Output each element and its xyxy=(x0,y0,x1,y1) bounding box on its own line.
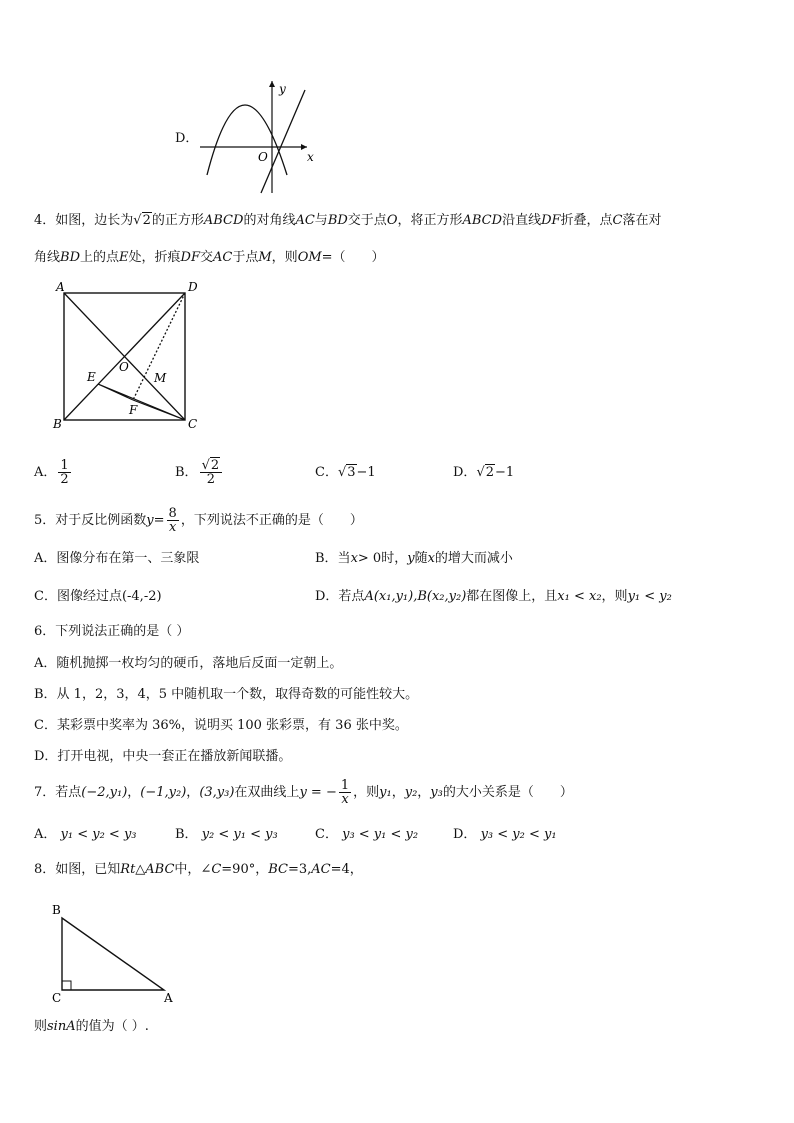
straight-line xyxy=(261,90,305,193)
q4-option-d: D．√2−1 xyxy=(453,465,515,480)
q6-stem: 6．下列说法正确的是（ ） xyxy=(34,624,190,639)
q4-option-a: A． $\frac{1}{2}$ xyxy=(34,458,69,487)
segment-ef xyxy=(98,384,133,400)
label-c: C xyxy=(188,417,198,431)
q4-option-b: B． $\frac{√2}{2}$ xyxy=(175,454,224,492)
origin-label: O xyxy=(258,150,268,164)
label-c: C xyxy=(52,991,62,1005)
q4-stem-line2: 角线BD上的点E处，折痕DF交AC于点M，则OM=（ ） xyxy=(34,250,385,265)
triangle-abc xyxy=(62,918,164,990)
parabola xyxy=(207,105,287,175)
label-b: B xyxy=(52,903,61,917)
label-m: M xyxy=(154,371,167,385)
q6-option-a: A．随机抛掷一枚均匀的硬币，落地后反面一定朝上。 xyxy=(34,656,343,671)
label-b: B xyxy=(53,417,62,431)
q3-graph xyxy=(195,75,325,195)
q7-stem: 7．若点(−2,y₁)，(−1,y₂)，(3,y₃)在双曲线上y = − $\frac{1}{x}$ ，则y₁，y₂，y₃的大小关系是（ ） xyxy=(34,778,573,807)
q5-stem: 5．对于反比例函数y= $\frac{8}{x}$ ，下列说法不正确的是（ ） xyxy=(34,506,363,535)
q7-option-a: A． y₁ < y₂ < y₃ xyxy=(34,827,137,842)
q8-stem: 8．如图，已知Rt△ABC中，∠C=90°，BC=3,AC=4， xyxy=(34,862,363,877)
q4-stem-line1: 4．如图，边长为√2的正方形ABCD的对角线AC与BD交于点O，将正方形ABCD沿直线DF折叠，点C落在对 xyxy=(34,213,662,228)
q7-option-d: D． y₃ < y₂ < y₁ xyxy=(453,827,557,842)
label-a: A xyxy=(56,280,65,294)
q5-option-c: C．图像经过点(-4,-2) xyxy=(34,589,162,604)
q8-ask: 则sinA的值为（ ）. xyxy=(34,1019,149,1034)
label-e: E xyxy=(87,370,96,384)
q8-triangle-figure xyxy=(42,898,192,1008)
label-f: F xyxy=(129,403,138,417)
q7-option-c: C． y₃ < y₁ < y₂ xyxy=(315,827,419,842)
q6-option-d: D．打开电视，中央一套正在播放新闻联播。 xyxy=(34,749,292,764)
q4-square-figure xyxy=(45,278,215,433)
q7-option-b: B． y₂ < y₁ < y₃ xyxy=(175,827,278,842)
right-angle-mark xyxy=(62,981,71,990)
label-a: A xyxy=(164,991,173,1005)
axis-x-label: x xyxy=(307,150,314,164)
q5-option-b: B．当x> 0时，y随x的增大而减小 xyxy=(315,551,513,566)
q3-option-d-label: D． xyxy=(175,131,199,146)
q5-option-a: A．图像分布在第一、三象限 xyxy=(34,551,200,566)
q5-option-d: D．若点A(x₁,y₁),B(x₂,y₂)都在图像上，且x₁ < x₂，则y₁ < y₂ xyxy=(315,589,672,604)
q6-option-b: B．从 1，2，3，4，5 中随机取一个数，取得奇数的可能性较大。 xyxy=(34,687,419,702)
q6-option-c: C．某彩票中奖率为 36%，说明买 100 张彩票，有 36 张中奖。 xyxy=(34,718,408,733)
label-d: D xyxy=(188,280,198,294)
q4-option-c: C．√3−1 xyxy=(315,465,376,480)
axis-y-label: y xyxy=(279,82,286,96)
y-axis-arrow xyxy=(269,81,275,87)
label-o: O xyxy=(119,360,129,374)
segment-fc xyxy=(133,400,185,420)
